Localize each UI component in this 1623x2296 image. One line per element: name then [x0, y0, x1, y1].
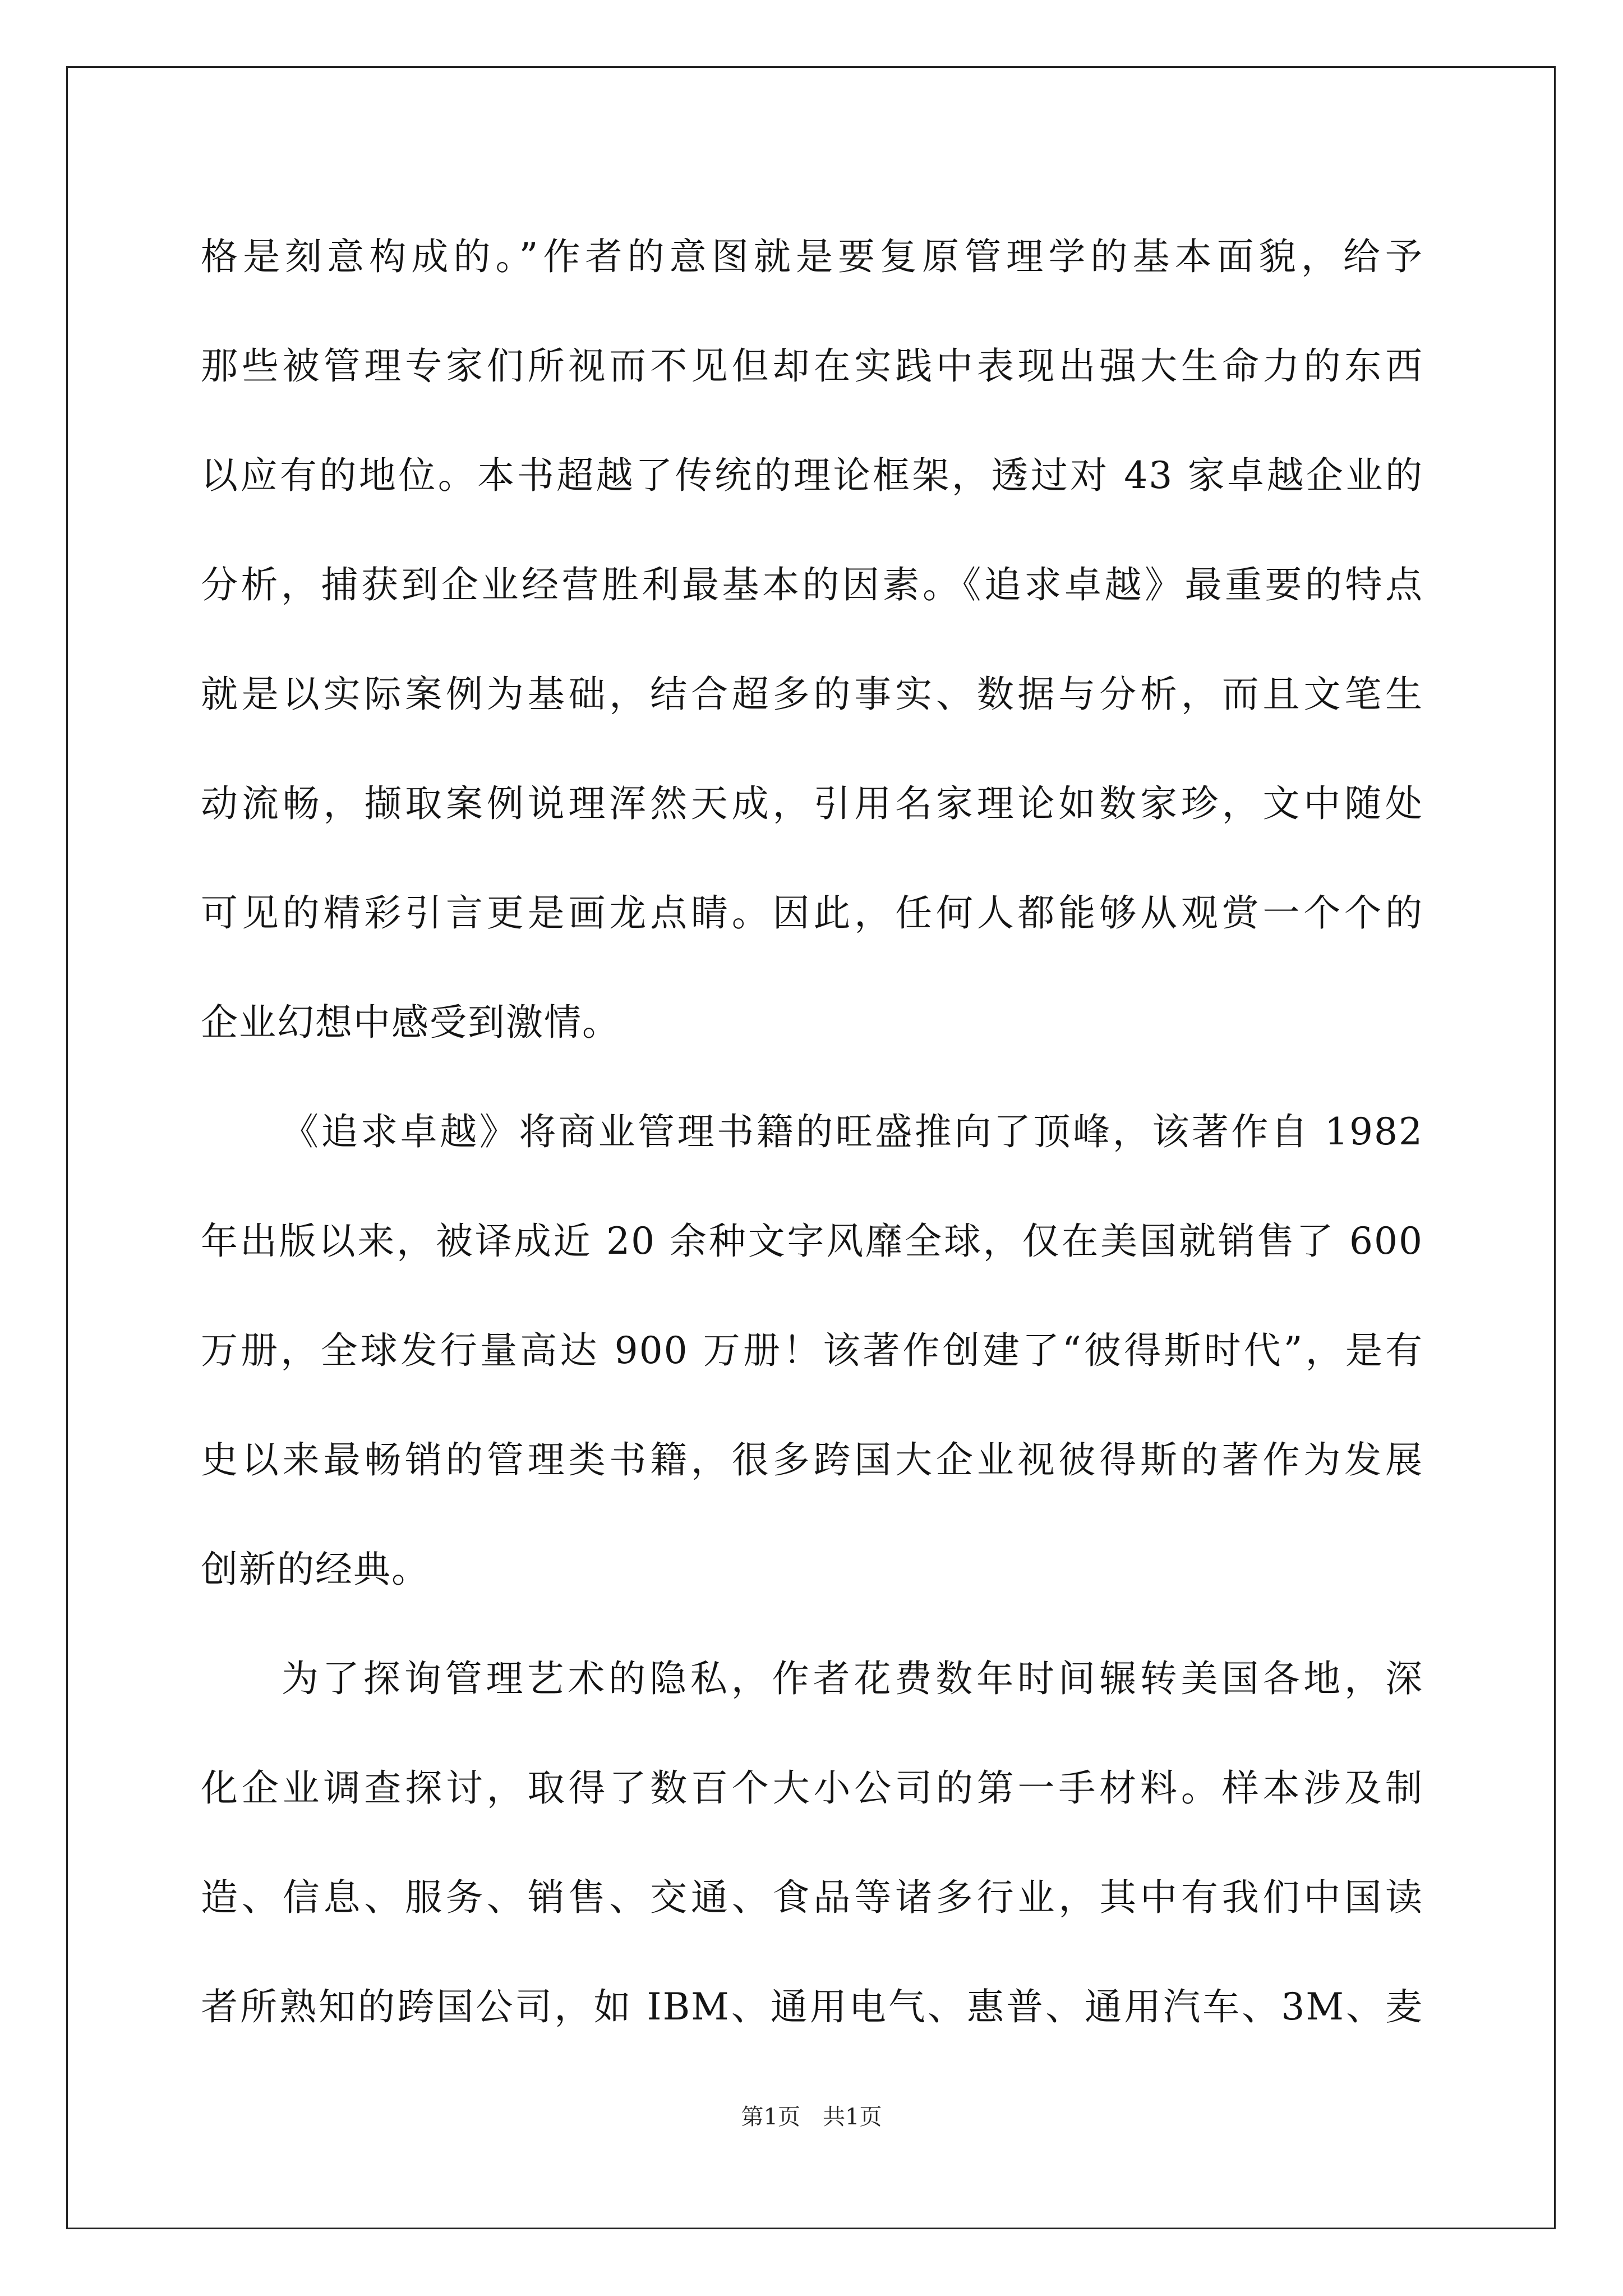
text-line: 史以来最畅销的管理类书籍，很多跨国大企业视彼得斯的著作为发展	[201, 1438, 1423, 1481]
text-line: 《追求卓越》将商业管理书籍的旺盛推向了顶峰，该著作自 1982	[282, 1110, 1423, 1153]
text-line: 那些被管理专家们所视而不见但却在实践中表现出强大生命力的东西	[201, 344, 1423, 388]
text-line: 创新的经典。	[201, 1548, 430, 1591]
text-line: 年出版以来，被译成近 20 余种文字风靡全球，仅在美国就销售了 600	[201, 1220, 1423, 1263]
text-line: 为了探询管理艺术的隐私，作者花费数年时间辗转美国各地，深	[282, 1657, 1423, 1700]
text-line: 可见的精彩引言更是画龙点睛。因此，任何人都能够从观赏一个个的	[201, 891, 1423, 935]
text-line: 者所熟知的跨国公司，如 IBM、通用电气、惠普、通用汽车、3M、麦	[201, 1985, 1423, 2028]
text-line: 化企业调查探讨，取得了数百个大小公司的第一手材料。样本涉及制	[201, 1766, 1423, 1810]
text-line: 企业幻想中感受到激情。	[201, 1001, 620, 1044]
text-line: 万册，全球发行量高达 900 万册！该著作创建了“彼得斯时代”，是有	[201, 1329, 1423, 1372]
text-line: 分析，捕获到企业经营胜利最基本的因素。《追求卓越》最重要的特点	[201, 563, 1423, 606]
page-footer: 第1页 共1页	[741, 2104, 882, 2130]
text-line: 就是以实际案例为基础，结合超多的事实、数据与分析，而且文笔生	[201, 673, 1423, 716]
text-line: 造、信息、服务、销售、交通、食品等诸多行业，其中有我们中国读	[201, 1876, 1423, 1919]
text-line: 格是刻意构成的。”作者的意图就是要复原管理学的基本面貌，给予	[201, 235, 1423, 278]
text-line: 以应有的地位。本书超越了传统的理论框架，透过对 43 家卓越企业的	[201, 454, 1423, 497]
text-line: 动流畅，撷取案例说理浑然天成，引用名家理论如数家珍，文中随处	[201, 782, 1423, 825]
